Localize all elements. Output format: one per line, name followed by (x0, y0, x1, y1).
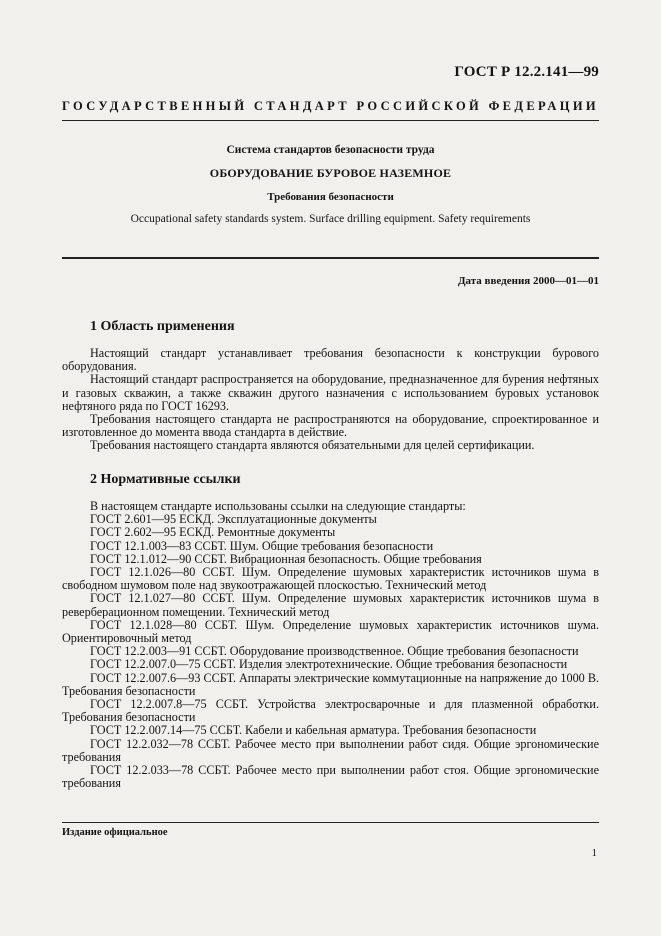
reference-item: ГОСТ 2.602—95 ЕСКД. Ремонтные документы (90, 525, 336, 540)
paragraph: В настоящем стандарте использованы ссылки на следующие стандарты: (90, 499, 466, 513)
reference-item: ГОСТ 12.2.032—78 ССБТ. Рабочее место при выполнении работ сидя. Общие эргономические требования (62, 736, 599, 764)
footer-divider (62, 822, 599, 823)
english-title: Occupational safety standards system. Surface drilling equipment. Safety requirements (130, 213, 531, 225)
top-divider (62, 120, 599, 121)
reference-item: ГОСТ 12.1.012—90 ССБТ. Вибрационная безопасность. Общие требования (90, 551, 482, 566)
reference-item: ГОСТ 2.601—95 ЕСКД. Эксплуатационные документы (90, 512, 377, 527)
state-standard-line: ГОСУДАРСТВЕННЫЙ СТАНДАРТ РОССИЙСКОЙ ФЕДЕРАЦИИ (62, 99, 599, 113)
standards-series: Система стандартов безопасности труда (226, 144, 435, 156)
paragraph: Настоящий стандарт устанавливает требования безопасности к конструкции бурового оборудования. (62, 346, 599, 374)
reference-item: ГОСТ 12.2.003—91 ССБТ. Оборудование производственное. Общие требования безопасности (90, 644, 579, 659)
paragraph: Настоящий стандарт распространяется на оборудование, предназначенное для бурения нефтяных и газовых скважин, а также скважин другого назначения с использованием буровых установок нефтяного ряда по ГОСТ 16293. (62, 372, 599, 413)
section-normative-references (62, 472, 599, 790)
reference-item: ГОСТ 12.2.007.6—93 ССБТ. Аппараты электрические коммутационные на напряжение до 1000 В. Требования безопасности (62, 670, 599, 698)
introduction-date: Дата введения 2000—01—01 (457, 275, 599, 287)
reference-item: ГОСТ 12.1.003—83 ССБТ. Шум. Общие требования безопасности (90, 538, 434, 553)
section-heading: 1 Область применения (90, 319, 235, 334)
paragraph: Требования настоящего стандарта являются обязательными для целей сертификации. (90, 438, 535, 453)
section-scope (62, 319, 599, 453)
reference-item: ГОСТ 12.2.007.0—75 ССБТ. Изделия электротехнические. Общие требования безопасности (90, 657, 568, 672)
document-number: ГОСТ Р 12.2.141—99 (454, 64, 599, 80)
title-divider (62, 257, 599, 259)
document-subtitle: Требования безопасности (267, 191, 394, 203)
reference-item: ГОСТ 12.1.028—80 ССБТ. Шум. Определение шумовых характеристик источников шума. Ориентировочный метод (62, 617, 599, 646)
section-heading: 2 Нормативные ссылки (90, 472, 241, 487)
reference-item: ГОСТ 12.2.033—78 ССБТ. Рабочее место при выполнении работ стоя. Общие эргономические требования (62, 763, 599, 791)
document-title: ОБОРУДОВАНИЕ БУРОВОЕ НАЗЕМНОЕ (209, 166, 452, 180)
reference-item: ГОСТ 12.2.007.14—75 ССБТ. Кабели и кабельная арматура. Требования безопасности (90, 723, 537, 738)
reference-item: ГОСТ 12.2.007.8—75 ССБТ. Устройства электросварочные и для плазменной обработки. Требования безопасности (62, 697, 599, 725)
reference-item: ГОСТ 12.1.026—80 ССБТ. Шум. Определение шумовых характеристик источников шума в свободном шумовом поле над звукоотражающей плоскостью. Технический метод (62, 565, 599, 593)
page-number: 1 (591, 847, 597, 859)
reference-item: ГОСТ 12.1.027—80 ССБТ. Шум. Определение шумовых характеристик источников шума в реверберационном помещении. Технический метод (62, 591, 599, 619)
title-block (62, 140, 599, 225)
paragraph: Требования настоящего стандарта не распространяются на оборудование, спроектированное и изготовленное до момента ввода стандарта в действие. (62, 412, 599, 440)
edition-label: Издание официальное (62, 827, 168, 838)
